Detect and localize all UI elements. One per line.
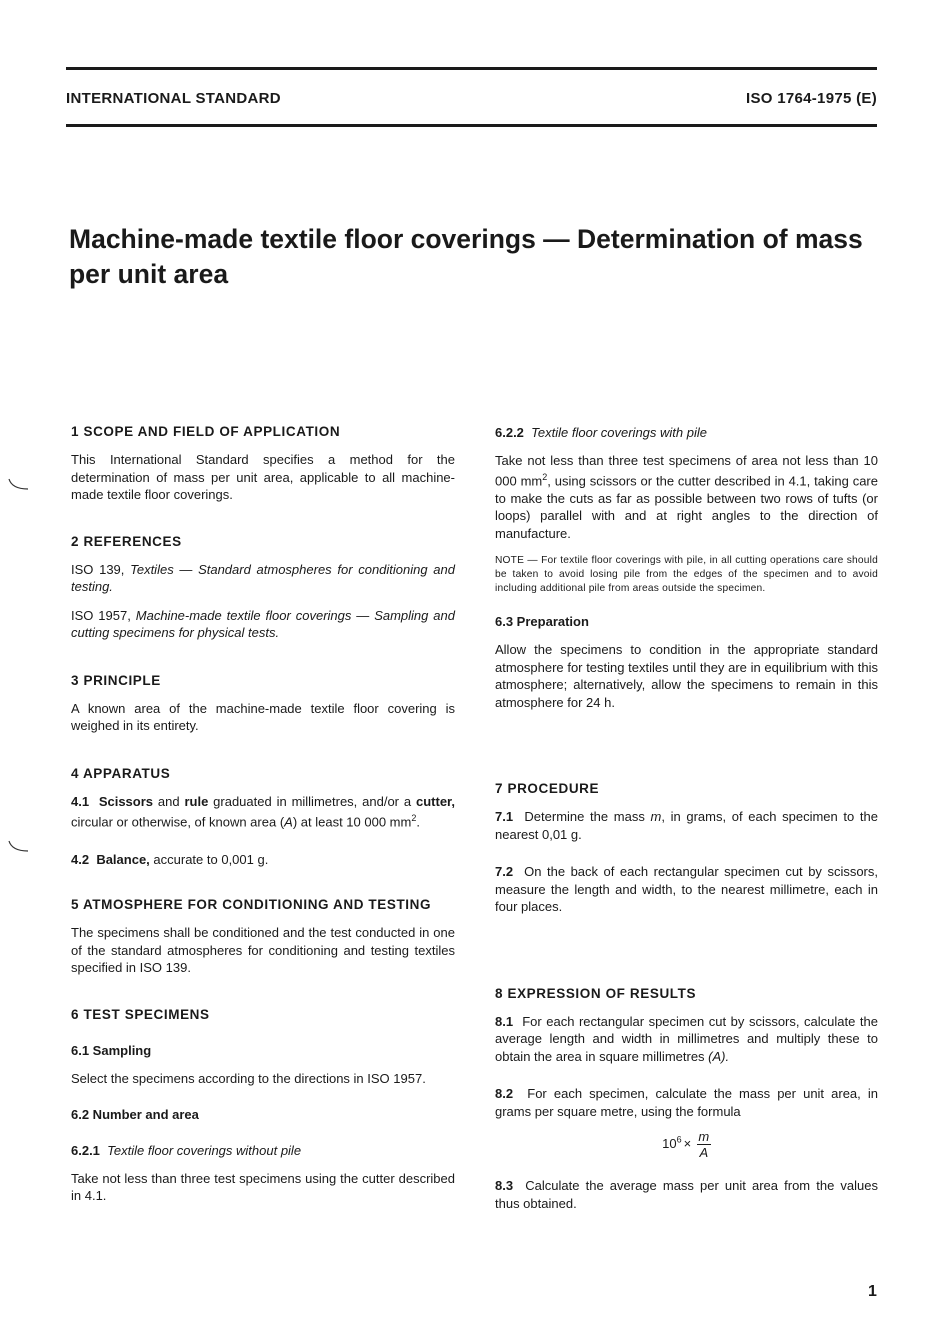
- mass-per-area-formula: [495, 1130, 878, 1159]
- clause-8-1: [495, 1013, 878, 1066]
- clause-4-1-text-b: circular or otherwise, of known area (: [71, 814, 285, 830]
- clause-6-3-text: Allow the specimens to condition in the appropriate standard atmosphere for testing textiles until they are in equilibrium with this atmosphere; alternatively, allow the specimens to remain in this atmosphere for 24 h.: [495, 642, 878, 710]
- clause-4-2-text: accurate to 0,001 g.: [149, 851, 269, 867]
- clause-7-2-text: On the back of each rectangular specimen cut by scissors, measure the length and width, to the nearest millimetre, each in four places.: [495, 864, 878, 915]
- clause-6-2-1-heading: [71, 1142, 455, 1160]
- section-7-heading: 7 PROCEDURE: [495, 781, 600, 797]
- balance-term: Balance,: [96, 851, 150, 867]
- clause-7-2: [495, 863, 878, 916]
- reference-2-title: Machine-made textile floor coverings — Sampling and cutting specimens for physical tests.: [71, 607, 455, 640]
- formula-exponent: 6: [676, 1134, 682, 1145]
- right-column: [495, 424, 878, 1212]
- clause-8-2-number: 8.2: [495, 1086, 514, 1102]
- formula-fraction: [697, 1130, 711, 1159]
- note-pile: NOTE — For textile floor coverings with pile, in all cutting operations care should be taken to avoid losing pile from the edges of the specimen and to avoid including additional pile from areas outside the specimen.: [495, 555, 878, 595]
- clause-7-1: [495, 808, 878, 843]
- reference-1-title: Textiles — Standard atmospheres for conditioning and testing.: [71, 561, 455, 594]
- clause-6-1-heading: 6.1 Sampling: [71, 1042, 152, 1058]
- left-column: [71, 424, 455, 1205]
- margin-mark-bottom: [6, 840, 36, 854]
- section-6-heading: 6 TEST SPECIMENS: [71, 1006, 210, 1022]
- clause-6-1-text: Select the specimens according to the directions in ISO 1957.: [71, 1070, 426, 1086]
- clause-6-2-2-text-a: Take not less than three test specimens of area not less than 10 000 mm: [495, 452, 878, 489]
- clause-8-3-number: 8.3: [495, 1178, 514, 1194]
- clause-8-3-text: Calculate the average mass per unit area from the values thus obtained.: [495, 1178, 878, 1211]
- clause-4-1-text-a: graduated in millimetres, and/or a: [208, 793, 416, 809]
- clause-6-2-2-heading: [495, 424, 878, 442]
- clause-8-2-text: For each specimen, calculate the mass per unit area, in grams per square metre, using the formula: [495, 1086, 878, 1119]
- clause-4-1-text-c: ) at least 10 000 mm: [292, 814, 412, 830]
- formula-numerator: m: [698, 1129, 710, 1145]
- area-symbol: A: [284, 814, 293, 830]
- header-right: ISO 1764-1975 (E): [745, 90, 877, 107]
- section-4-heading: 4 APPARATUS: [71, 765, 171, 781]
- header-left: INTERNATIONAL STANDARD: [66, 90, 281, 107]
- clause-6-2-2-text: [495, 452, 878, 543]
- clause-7-1-text-b: , in grams, of each specimen to the nearest 0,01 g.: [495, 809, 878, 842]
- formula-base: 10: [662, 1136, 677, 1152]
- formula-denominator: A: [699, 1145, 709, 1161]
- section-8-heading: 8 EXPRESSION OF RESULTS: [495, 985, 697, 1001]
- reference-iso-139: [71, 561, 455, 596]
- clause-7-1-number: 7.1: [495, 809, 514, 825]
- reference-1-number: ISO 139,: [71, 561, 125, 577]
- clause-6-2-2-text-b: , using scissors or the cutter described in 4.1, taking care to make the cuts as far as possible between two rows of tufts (or loops) parallel with and at right angles to the direction of manufacture.: [495, 473, 878, 541]
- cutter-term: cutter,: [415, 793, 455, 809]
- clause-7-2-number: 7.2: [495, 864, 514, 880]
- clause-6-2-2-superscript: 2: [542, 472, 548, 482]
- clause-6-2-2-number: 6.2.2: [495, 425, 524, 440]
- clause-4-1-end: .: [416, 814, 420, 830]
- clause-8-2: [495, 1085, 878, 1120]
- clause-7-1-text-a: Determine the mass: [524, 809, 651, 825]
- clause-6-3-heading: 6.3 Preparation: [495, 614, 589, 630]
- section-3-heading: 3 PRINCIPLE: [71, 672, 161, 688]
- section-5-heading: 5 ATMOSPHERE FOR CONDITIONING AND TESTING: [71, 897, 432, 913]
- clause-6-2-1-number: 6.2.1: [71, 1143, 100, 1159]
- clause-6-2-1-text: Take not less than three test specimens using the cutter described in 4.1.: [71, 1170, 455, 1204]
- reference-2-number: ISO 1957,: [71, 607, 131, 623]
- clause-4-1: [71, 793, 455, 831]
- section-1-text: This International Standard specifies a method for the determination of mass per unit area, applicable to all machine-made textile floor coverings.: [71, 452, 455, 502]
- clause-8-1-text: For each rectangular specimen cut by scissors, calculate the average length and width in millimetres and multiply these to obtain the area in square millimetres: [495, 1013, 878, 1064]
- section-1-heading: 1 SCOPE AND FIELD OF APPLICATION: [71, 424, 341, 439]
- clause-4-1-number: 4.1: [71, 793, 90, 809]
- page-number: 1: [868, 1283, 877, 1300]
- margin-mark-top: [6, 478, 36, 492]
- header-bottom-rule: [66, 124, 877, 127]
- clause-4-2-number: 4.2: [71, 851, 90, 867]
- clause-6-2-2-title: Textile floor coverings with pile: [531, 425, 707, 440]
- document-title: Machine-made textile floor coverings — Determination of mass per unit area: [69, 224, 863, 289]
- clause-4-1-and: and: [153, 793, 185, 809]
- formula-times: ×: [683, 1136, 692, 1152]
- reference-iso-1957: [71, 607, 455, 642]
- clause-4-1-superscript: 2: [411, 813, 417, 823]
- section-5-text: The specimens shall be conditioned and the test conducted in one of the standard atmospheres for conditioning and testing textiles specified in ISO 139.: [71, 925, 455, 976]
- scissors-term: Scissors: [98, 793, 154, 809]
- mass-symbol: m: [650, 809, 662, 825]
- rule-term: rule: [184, 793, 209, 809]
- area-var-symbol: (A).: [708, 1048, 730, 1064]
- clause-6-2-1-title: Textile floor coverings without pile: [107, 1143, 302, 1159]
- section-2-heading: 2 REFERENCES: [71, 533, 182, 549]
- section-3-text: A known area of the machine-made textile floor covering is weighed in its entirety.: [71, 700, 455, 733]
- clause-4-2: [71, 851, 455, 869]
- top-rule: [66, 67, 877, 70]
- clause-8-3: [495, 1177, 878, 1212]
- clause-8-1-number: 8.1: [495, 1013, 514, 1029]
- clause-6-2-heading: 6.2 Number and area: [71, 1107, 199, 1123]
